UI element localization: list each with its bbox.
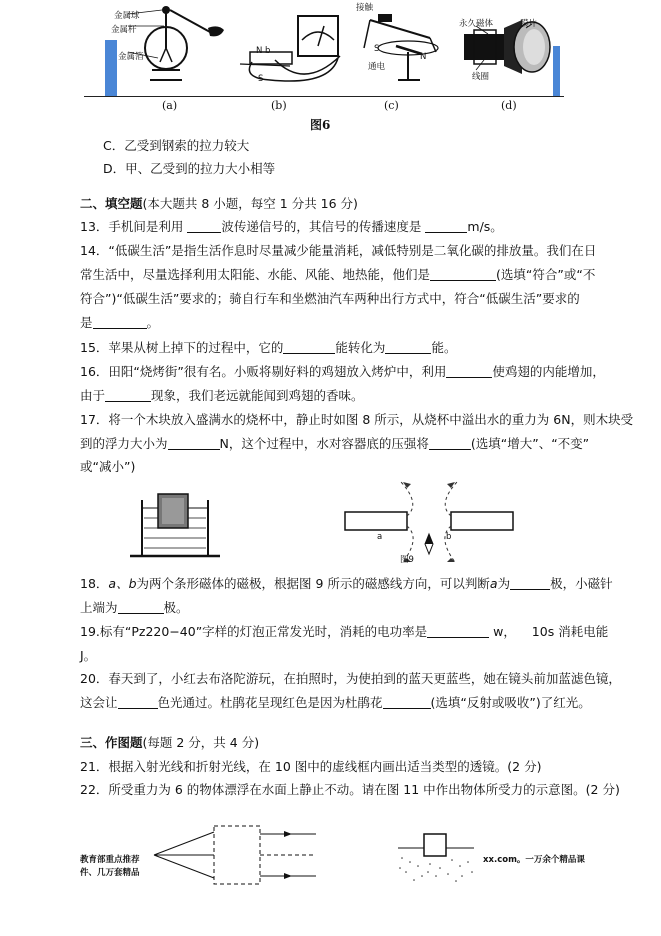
q13-blank-1[interactable] <box>187 220 221 233</box>
q18-text-b: 为两个条形磁体的磁极，根据图 9 所示的磁感线方向，可以判断 <box>136 576 490 591</box>
q14-line-4 <box>80 315 159 331</box>
question-22: 22．所受重力为 6 的物体漂浮在水面上静止不动。请在图 11 中作出物体所受力的示意图。(2 分) <box>80 782 620 797</box>
q13-text-c: m/s。 <box>467 219 503 234</box>
section-2-note: (本大题共 8 小题，每空 1 分共 16 分) <box>142 196 358 211</box>
q19-blank-1[interactable] <box>427 625 489 638</box>
q14-text-d: 。 <box>146 315 160 330</box>
label-metal-rod: 金属杆 <box>111 25 137 35</box>
figure-6-title: 图6 <box>310 118 331 132</box>
q15-text-c: 能。 <box>431 340 457 355</box>
q14-line-3: 符合”)“低碳生活”要求的；骑自行车和坐燃油汽车两种出行方式中，符合“低碳生活”要求的 <box>80 291 580 306</box>
q17-blank-1[interactable] <box>168 437 220 450</box>
q14-text-b: (选填“符合”或“不 <box>496 267 596 282</box>
q15-blank-1[interactable] <box>283 341 335 354</box>
q18-text-ab: a、b <box>108 576 137 591</box>
q18-text-e: 上端为 <box>80 600 118 615</box>
figure-6-drawings <box>80 0 570 100</box>
section-3-heading: 三、作图题 <box>80 735 143 750</box>
section-2-heading: 二、填空题 <box>80 196 143 211</box>
q17-line-2 <box>80 436 589 452</box>
caption-a: (a) <box>162 99 178 112</box>
q20-line-2 <box>80 695 591 711</box>
magnet-b <box>451 512 513 530</box>
section-2-header <box>80 196 358 212</box>
q14-line-1: 14．“低碳生活”是指生活作息时尽量减少能量消耗，减低特别是二氧化碳的排放量。我们在日 <box>80 243 597 258</box>
q20-line-1: 20．春天到了，小红去布洛陀游玩，在拍照时，为使拍到的蓝天更蓝些，她在镜头前加蓝滤色镜， <box>80 671 621 686</box>
q13-blank-2[interactable] <box>425 220 467 233</box>
electroscope-drawing <box>128 6 224 80</box>
label-power-on: 通电 <box>368 62 386 72</box>
q14-blank-2[interactable] <box>93 316 147 329</box>
galvanometer-drawing <box>240 16 340 81</box>
q19-line-1 <box>80 624 608 640</box>
q18-text-d: 极，小磁针 <box>550 576 613 591</box>
footer-left-1: 教育部重点推荐 <box>80 855 140 865</box>
question-13 <box>80 219 503 235</box>
q14-text-a: 常生活中，尽量选择利用太阳能、水能、风能、地热能，他们是 <box>80 267 431 282</box>
label-s-b: S <box>258 74 264 84</box>
q16-text-d: 现象，我们老远就能闻到鸡翅的香味。 <box>151 388 364 403</box>
figure-9-magnets <box>335 478 525 564</box>
figure-10-lens <box>150 820 320 890</box>
q13-text-a: 13．手机间是利用 <box>80 219 184 234</box>
q20-text-a: 这会让 <box>80 695 118 710</box>
q20-text-b: 色光通过。杜鹃花呈现红色是因为杜鹃花 <box>157 695 383 710</box>
q14-line-2 <box>80 267 595 283</box>
label-coil: 线圈 <box>472 72 490 82</box>
q17-text-c: (选填“增大”、“不变” <box>470 436 590 451</box>
q17-line-1: 17．将一个木块放入盛满水的烧杯中，静止时如图 8 所示，从烧杯中溢出水的重力为 6N，则木块受 <box>80 412 634 427</box>
option-d: D．甲、乙受到的拉力大小相等 <box>103 161 276 176</box>
q17-blank-2[interactable] <box>429 437 471 450</box>
label-pole-b: b <box>446 532 452 542</box>
q17-text-b: N，这个过程中，水对容器底的压强将 <box>219 436 429 451</box>
q19-text-c: 10s 消耗电能 <box>531 624 609 639</box>
q16-line-2 <box>80 388 364 404</box>
q18-blank-2[interactable] <box>118 601 164 614</box>
q13-text-b: 波传递信号的，其信号的传播速度是 <box>221 219 422 234</box>
floating-block <box>424 834 446 856</box>
q14-blank-1[interactable] <box>430 268 496 281</box>
q16-text-c: 由于 <box>80 388 106 403</box>
q19-text-b: w， <box>493 624 516 639</box>
caption-b: (b) <box>271 99 287 112</box>
q16-text-b: 使鸡翅的内能增加， <box>492 364 605 379</box>
label-b: b <box>265 46 271 56</box>
q20-blank-2[interactable] <box>383 696 431 709</box>
section-3-header <box>80 735 259 751</box>
q17-text-a: 到的浮力大小为 <box>80 436 168 451</box>
q18-blank-1[interactable] <box>510 577 550 590</box>
label-n: N <box>256 46 263 56</box>
q14-text-c: 是 <box>80 315 93 330</box>
q15-text-b: 能转化为 <box>335 340 386 355</box>
footer-left-2: 件、几万套精品 <box>80 868 140 878</box>
label-metal-foil: 金属箔 <box>118 52 144 62</box>
lens-dashed-box <box>214 826 260 884</box>
q15-text-a: 15．苹果从树上掉下的过程中，它的 <box>80 340 284 355</box>
q18-text-f: 极。 <box>163 600 189 615</box>
q15-blank-2[interactable] <box>385 341 431 354</box>
label-magnet: 永久磁体 <box>459 19 494 29</box>
magnet-a <box>345 512 407 530</box>
section-3-note: (每题 2 分，共 4 分) <box>142 735 260 750</box>
label-pole-a: a <box>377 532 383 542</box>
q18-line-1 <box>80 576 613 592</box>
q18-text-a-pole: a <box>489 576 498 591</box>
label-membrane: 膜片 <box>520 19 538 29</box>
figure-9-title: 图9 <box>400 555 414 565</box>
q17-line-3: 或“减小”) <box>80 459 136 474</box>
figure-11-floating <box>396 826 476 884</box>
caption-d: (d) <box>501 99 517 112</box>
label-n-c: N <box>420 52 427 62</box>
q18-text-c: 为 <box>497 576 511 591</box>
label-metal-ball: 金属球 <box>114 11 140 21</box>
q20-blank-1[interactable] <box>118 696 158 709</box>
q18-text-a: 18． <box>80 576 109 591</box>
q16-line-1 <box>80 364 605 380</box>
q16-blank-2[interactable] <box>105 389 151 402</box>
q16-blank-1[interactable] <box>446 365 492 378</box>
figure-8-beaker <box>120 486 230 562</box>
label-switch: 接触 <box>356 3 374 13</box>
label-s-c: S <box>374 44 380 54</box>
option-c: C．乙受到钢索的拉力较大 <box>103 138 250 153</box>
q16-text-a: 16．田阳“烧烤街”很有名。小贩将剔好料的鸡翅放入烤炉中，利用 <box>80 364 447 379</box>
q20-text-c: (选填“反射或吸收”)了红光。 <box>430 695 591 710</box>
q19-text-a: 19.标有“Pz220−40”字样的灯泡正常发光时，消耗的电功率是 <box>80 624 428 639</box>
footer-right: xx.com。一万余个精品课 <box>483 855 585 865</box>
q19-line-2: J。 <box>80 648 97 663</box>
question-21: 21．根据入射光线和折射光线，在 10 图中的虚线框内画出适当类型的透镜。(2 分) <box>80 759 542 774</box>
question-15 <box>80 340 456 356</box>
caption-c: (c) <box>384 99 399 112</box>
q18-line-2 <box>80 600 189 616</box>
